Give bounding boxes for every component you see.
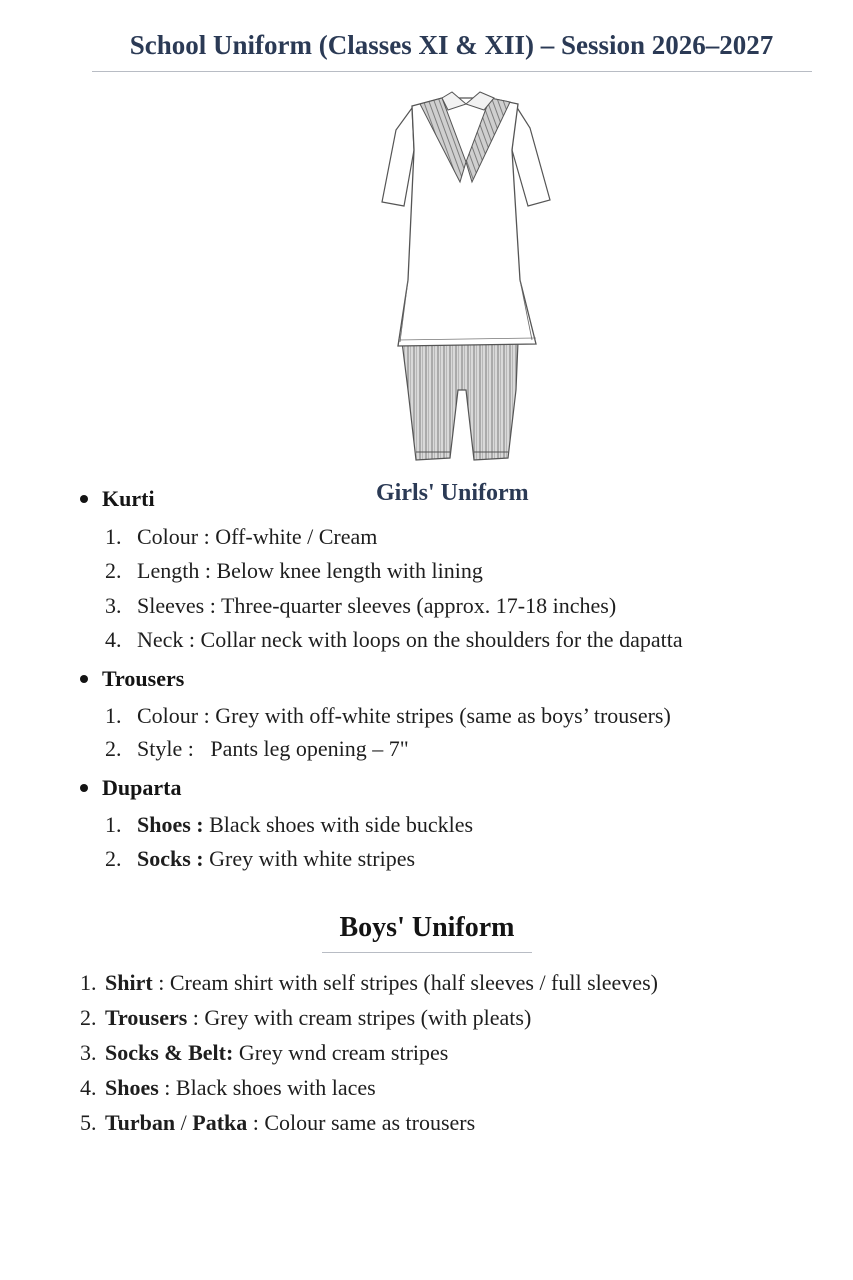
boys-item-trousers: 2. Trousers : Grey with cream stripes (with pleats) xyxy=(80,1005,532,1030)
section-heading-kurti: Kurti xyxy=(80,486,155,512)
bullet-dot-icon xyxy=(80,675,88,683)
girls-uniform-illustration-icon xyxy=(370,90,565,468)
section-heading-duparta: Duparta xyxy=(80,775,181,801)
kurti-item: 4. Neck : Collar neck with loops on the shoulders for the dapatta xyxy=(105,627,683,652)
kurti-item: 2. Length : Below knee length with lining xyxy=(105,558,483,583)
page-title: School Uniform (Classes XI & XII) – Session 2026–2027 xyxy=(129,30,774,60)
bullet-dot-icon xyxy=(80,495,88,503)
title-divider xyxy=(92,71,812,72)
section-heading-trousers: Trousers xyxy=(80,666,184,692)
boys-item-shirt: 1. Shirt : Cream shirt with self stripes (half sleeves / full sleeves) xyxy=(80,970,658,995)
girls-uniform-caption: Girls' Uniform xyxy=(376,480,529,506)
kurti-item: 1. Colour : Off-white / Cream xyxy=(105,524,378,549)
trousers-item: 2. Style : Pants leg opening – 7" xyxy=(105,736,409,761)
boys-heading-underline xyxy=(322,952,532,953)
trousers-item: 1. Colour : Grey with off-white stripes (same as boys’ trousers) xyxy=(105,703,671,728)
duparta-item: 2. Socks : Grey with white stripes xyxy=(105,846,416,871)
boys-item-shoes: 4. Shoes : Black shoes with laces xyxy=(80,1075,376,1100)
bullet-dot-icon xyxy=(80,784,88,792)
boys-uniform-heading: Boys' Uniform xyxy=(339,912,515,943)
duparta-item: 1. Shoes : Black shoes with side buckles xyxy=(105,812,474,837)
kurti-item: 3. Sleeves : Three-quarter sleeves (approx. 17-18 inches) xyxy=(105,593,617,618)
boys-item-socks-belt: 3. Socks & Belt: Grey wnd cream stripes xyxy=(80,1040,449,1065)
boys-item-turban-patka: 5. Turban / Patka : Colour same as trousers xyxy=(80,1110,476,1135)
